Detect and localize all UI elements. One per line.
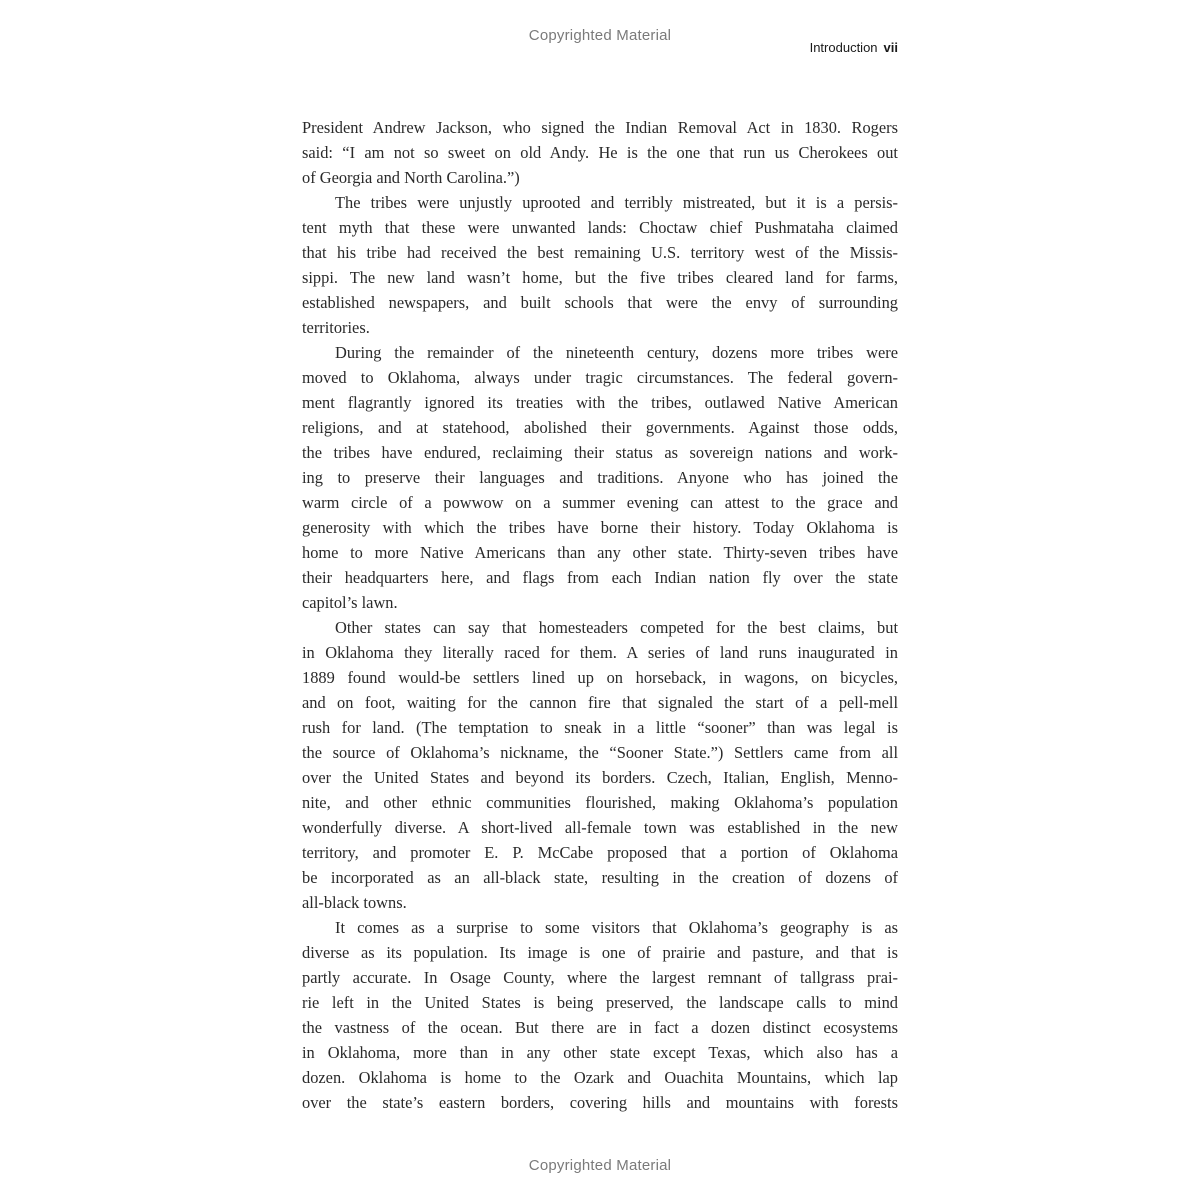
text-line: the vastness of the ocean. But there are in fact a dozen distinct ecosystems	[302, 1018, 898, 1037]
text-line: religions, and at statehood, abolished their governments. Against those odds,	[302, 418, 898, 437]
body-text	[302, 115, 898, 1115]
paragraph	[302, 340, 898, 615]
text-line: of Georgia and North Carolina.”)	[302, 168, 520, 187]
text-line: nite, and other ethnic communities flourished, making Oklahoma’s population	[302, 793, 898, 812]
text-line: the source of Oklahoma’s nickname, the “Sooner State.”) Settlers came from all	[302, 743, 898, 762]
text-line: home to more Native Americans than any other state. Thirty-seven tribes have	[302, 543, 898, 562]
text-line: that his tribe had received the best remaining U.S. territory west of the Missis-	[302, 243, 898, 262]
text-line: rush for land. (The temptation to sneak in a little “sooner” than was legal is	[302, 718, 898, 737]
text-line: their headquarters here, and flags from each Indian nation fly over the state	[302, 568, 898, 587]
text-line: 1889 found would-be settlers lined up on horseback, in wagons, on bicycles,	[302, 668, 898, 687]
text-line: over the state’s eastern borders, covering hills and mountains with forests	[302, 1093, 898, 1112]
text-line: ing to preserve their languages and traditions. Anyone who has joined the	[302, 468, 898, 487]
text-line: ment flagrantly ignored its treaties with the tribes, outlawed Native American	[302, 393, 898, 412]
text-line: said: “I am not so sweet on old Andy. He is the one that run us Cherokees out	[302, 143, 898, 162]
text-line: and on foot, waiting for the cannon fire that signaled the start of a pell-mell	[302, 693, 898, 712]
text-line: sippi. The new land wasn’t home, but the five tribes cleared land for farms,	[302, 268, 898, 287]
section-title: Introduction	[809, 40, 878, 55]
text-line: President Andrew Jackson, who signed the Indian Removal Act in 1830. Rogers	[302, 118, 898, 137]
text-line: territory, and promoter E. P. McCabe proposed that a portion of Oklahoma	[302, 843, 898, 862]
copyright-watermark-bottom: Copyrighted Material	[528, 1157, 672, 1174]
page-number: vii	[883, 40, 898, 55]
paragraph	[302, 190, 898, 340]
text-line: be incorporated as an all-black state, resulting in the creation of dozens of	[302, 868, 898, 887]
text-line: all-black towns.	[302, 893, 407, 912]
text-line: wonderfully diverse. A short-lived all-female town was established in the new	[302, 818, 898, 837]
paragraph	[302, 115, 898, 190]
text-line: The tribes were unjustly uprooted and terribly mistreated, but it is a persis-	[335, 193, 898, 212]
text-line: capitol’s lawn.	[302, 593, 398, 612]
text-line: moved to Oklahoma, always under tragic circumstances. The federal govern-	[302, 368, 898, 387]
paragraph	[302, 915, 898, 1115]
text-line: warm circle of a powwow on a summer evening can attest to the grace and	[302, 493, 898, 512]
text-line: partly accurate. In Osage County, where the largest remnant of tallgrass prai-	[302, 968, 898, 987]
text-line: diverse as its population. Its image is one of prairie and pasture, and that is	[302, 943, 898, 962]
text-line: over the United States and beyond its borders. Czech, Italian, English, Menno-	[302, 768, 898, 787]
text-line: established newspapers, and built schools that were the envy of surrounding	[302, 293, 898, 312]
text-line: tent myth that these were unwanted lands: Choctaw chief Pushmataha claimed	[302, 218, 898, 237]
text-line: rie left in the United States is being preserved, the landscape calls to mind	[302, 993, 898, 1012]
paragraph	[302, 615, 898, 915]
running-head	[810, 40, 898, 55]
text-line: in Oklahoma they literally raced for them. A series of land runs inaugurated in	[302, 643, 898, 662]
text-line: the tribes have endured, reclaiming their status as sovereign nations and work-	[302, 443, 898, 462]
text-line: Other states can say that homesteaders competed for the best claims, but	[335, 618, 898, 637]
text-line: dozen. Oklahoma is home to the Ozark and Ouachita Mountains, which lap	[302, 1068, 898, 1087]
text-line: in Oklahoma, more than in any other state except Texas, which also has a	[302, 1043, 898, 1062]
text-line: It comes as a surprise to some visitors that Oklahoma’s geography is as	[335, 918, 898, 937]
text-line: generosity with which the tribes have borne their history. Today Oklahoma is	[302, 518, 898, 537]
text-line: During the remainder of the nineteenth century, dozens more tribes were	[335, 343, 898, 362]
text-line: territories.	[302, 318, 370, 337]
copyright-watermark-top: Copyrighted Material	[528, 27, 672, 44]
